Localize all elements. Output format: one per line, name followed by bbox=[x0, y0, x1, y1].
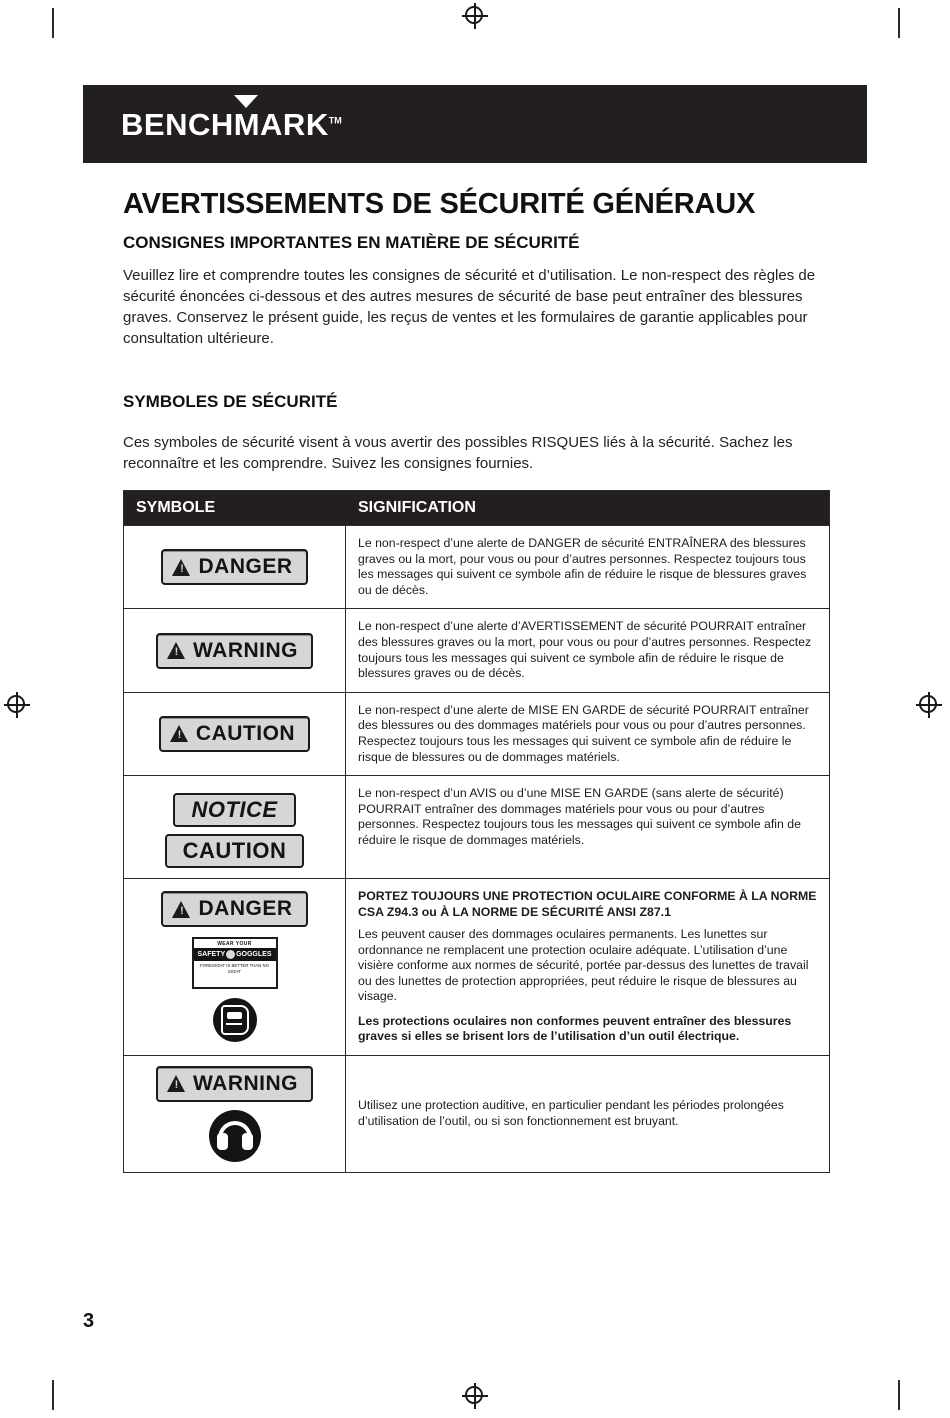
danger-badge bbox=[161, 891, 307, 927]
caution-plain-badge: CAUTION bbox=[165, 834, 305, 868]
meaning-cell: Utilisez une protection auditive, en particulier pendant les périodes prolongées d’utilisation de l’outil, ou si son fonctionnement est bruyant. bbox=[358, 1098, 784, 1128]
warning-badge bbox=[156, 633, 313, 669]
meaning-cell: Le non-respect d’une alerte d’AVERTISSEMENT de sécurité POURRAIT entraîner des blessures graves ou la mort, pour vous ou pour d’autres personnes. Respectez toujours tous les messages qui suivent ce symbole afin de réduire le risque de blessures graves ou de décès. bbox=[358, 619, 812, 681]
notice-badge: NOTICE bbox=[173, 793, 295, 827]
goggles-top-text: WEAR YOUR bbox=[217, 941, 252, 948]
warning-triangle-icon bbox=[167, 642, 186, 659]
brand-trademark: TM bbox=[328, 115, 342, 126]
warning-triangle-icon bbox=[167, 1075, 186, 1092]
document-page bbox=[83, 0, 867, 1418]
danger-badge bbox=[161, 549, 307, 585]
symbol-cell bbox=[124, 526, 346, 608]
table-row bbox=[124, 878, 829, 1055]
section-heading-safety-symbols: SYMBOLES DE SÉCURITÉ bbox=[123, 392, 338, 411]
table-row bbox=[124, 692, 829, 775]
crop-mark-top-left bbox=[52, 8, 54, 38]
crop-mark-bottom-right bbox=[898, 1380, 900, 1410]
goggles-middle bbox=[194, 948, 276, 961]
brand-logo bbox=[121, 107, 342, 143]
ear-muff-cup-right bbox=[242, 1133, 253, 1150]
column-header-meaning: SIGNIFICATION bbox=[358, 499, 476, 516]
symbol-cell bbox=[124, 1056, 346, 1172]
badge-label: DANGER bbox=[198, 555, 293, 579]
meaning-cell: Le non-respect d’une alerte de MISE EN GARDE de sécurité POURRAIT entraîner des blessures ou des dommages matériels pour vous ou pour d’autres personnes. Respectez toujours tous les messages qui suivent ce symbole afin de réduire le risque de blessures ou de dommages matériels. bbox=[358, 702, 809, 764]
registration-mark-left bbox=[4, 692, 30, 718]
intro-paragraph: Veuillez lire et comprendre toutes les consignes de sécurité et d’utilisation. Le non-respect des règles de sécurité énoncées ci-dessous et des autres mesures de sécurité de base peut entraîner des blessures graves. Conservez le présent guide, les reçus de ventes et les formulaires de garantie applicables pour consultation ultérieure. bbox=[123, 267, 816, 347]
symbol-cell bbox=[124, 693, 346, 775]
badge-label: WARNING bbox=[193, 1071, 298, 1095]
symbol-cell bbox=[124, 609, 346, 691]
badge-label: WARNING bbox=[193, 638, 298, 662]
eye-protection-text: Les peuvent causer des dommages oculaires permanents. Les lunettes sur ordonnance ne remplacent une protection oculaire adéquate. L’utilisation d’une visière conforme aux normes de sécurité, portée par-dessus des lunettes de travail ou des lunettes de protection appropriées, peut réduire le risque de blessures au visage. bbox=[358, 926, 809, 1004]
brand-header-bar bbox=[83, 85, 867, 163]
ear-protection-icon bbox=[209, 1110, 261, 1162]
face-shield-icon bbox=[213, 998, 257, 1042]
meaning-cell bbox=[346, 879, 829, 1055]
meaning-cell: Le non-respect d’un AVIS ou d’une MISE EN GARDE (sans alerte de sécurité) POURRAIT entraîner des dommages matériels pour vous ou pour d’autres personnes. Respectez toujours tous les messages qui suivent ce symbole afin de réduire le risque de dommages matériels. bbox=[358, 786, 801, 847]
meaning-cell: Le non-respect d’une alerte de DANGER de sécurité ENTRAÎNERA des blessures graves ou la mort, pour vous ou pour d’autres personnes. Respectez toujours tous les messages qui suivent ce symbole afin de réduire le risque de blessures graves ou de décès. bbox=[358, 536, 807, 597]
chevron-down-icon bbox=[234, 95, 258, 108]
symbols-paragraph: Ces symboles de sécurité visent à vous avertir des possibles RISQUES liés à la sécurité. Sachez les reconnaître et les comprendre. Suivez les consignes fournies. bbox=[123, 434, 793, 472]
column-header-symbol: SYMBOLE bbox=[136, 499, 216, 516]
table-row bbox=[124, 608, 829, 691]
warning-triangle-icon bbox=[172, 559, 191, 576]
crop-mark-bottom-left bbox=[52, 1380, 54, 1410]
safety-symbols-table bbox=[123, 490, 830, 1173]
table-row bbox=[124, 1055, 829, 1172]
crop-mark-top-right bbox=[898, 8, 900, 38]
goggles-left-text: SAFETY bbox=[197, 951, 226, 959]
safety-goggles-icon bbox=[192, 937, 278, 989]
table-row bbox=[124, 775, 829, 878]
eye-protection-heading: PORTEZ TOUJOURS UNE PROTECTION OCULAIRE CONFORME À LA NORME CSA Z94.3 ou À LA NORME DE SÉCURITÉ ANSI Z87.1 bbox=[358, 889, 817, 919]
symbol-cell bbox=[124, 879, 346, 1055]
section-heading-safety-instructions: CONSIGNES IMPORTANTES EN MATIÈRE DE SÉCURITÉ bbox=[123, 233, 580, 252]
goggles-bottom-text: FORESIGHT IS BETTER THAN NO SIGHT bbox=[200, 963, 269, 975]
goggles-right-text: GOGGLES bbox=[236, 951, 272, 959]
warning-triangle-icon bbox=[172, 901, 191, 918]
goggles-lens-icon bbox=[225, 949, 236, 960]
badge-label: CAUTION bbox=[195, 721, 296, 745]
ear-muff-cup-left bbox=[217, 1133, 228, 1150]
warning-badge bbox=[156, 1066, 313, 1102]
ear-muff-glyph bbox=[218, 1121, 252, 1151]
eye-protection-bold-text: Les protections oculaires non conformes peuvent entraîner des blessures graves si elles se brisent lors de l’utilisation d’un outil électrique. bbox=[358, 1013, 792, 1044]
table-row bbox=[124, 525, 829, 608]
registration-mark-right bbox=[916, 692, 942, 718]
page-title: AVERTISSEMENTS DE SÉCURITÉ GÉNÉRAUX bbox=[123, 188, 756, 220]
page-number: 3 bbox=[83, 1310, 95, 1332]
badge-label: DANGER bbox=[198, 897, 293, 921]
brand-name: BENCHMARK bbox=[121, 107, 329, 142]
symbol-cell bbox=[124, 776, 346, 878]
table-header-row bbox=[124, 491, 829, 525]
face-shield-glyph bbox=[221, 1005, 249, 1035]
caution-badge bbox=[159, 716, 310, 752]
warning-triangle-icon bbox=[170, 725, 189, 742]
